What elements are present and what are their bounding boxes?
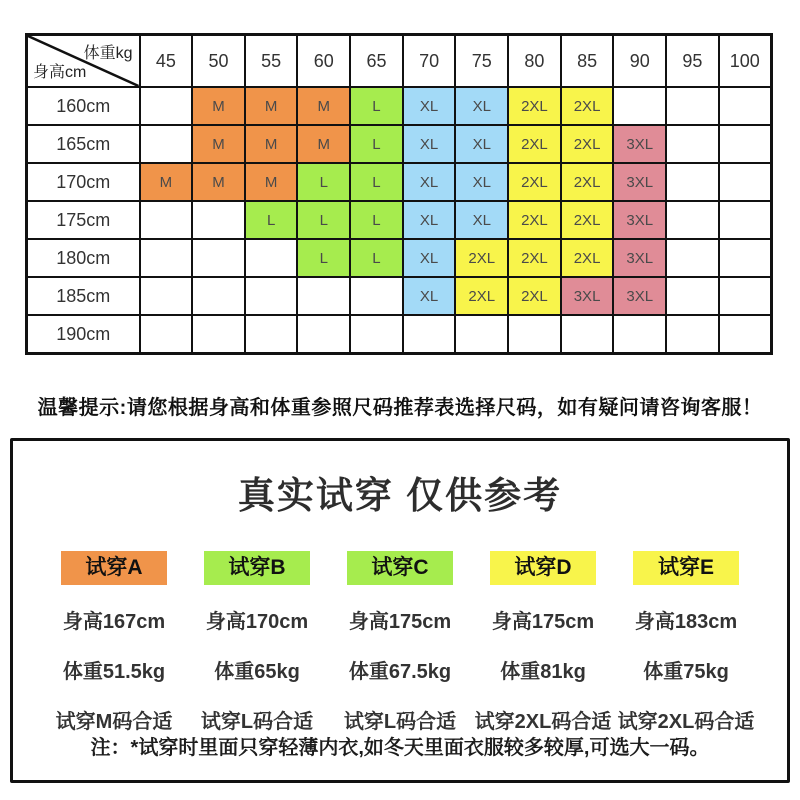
size-cell: XL xyxy=(403,87,456,125)
empty-cell xyxy=(613,87,666,125)
size-cell: XL xyxy=(455,201,508,239)
size-cell: 2XL xyxy=(508,87,561,125)
size-cell: M xyxy=(297,125,350,163)
size-cell: M xyxy=(192,163,245,201)
empty-cell xyxy=(719,87,772,125)
tryon-badge: 试穿B xyxy=(204,551,310,585)
empty-cell xyxy=(192,315,245,354)
size-cell: XL xyxy=(403,239,456,277)
tryon-fit-text: 试穿2XL码合适 xyxy=(474,711,612,733)
tryon-height-text: 身高183cm xyxy=(634,611,738,633)
tryon-fit-text: 试穿M码合适 xyxy=(55,711,173,733)
size-cell: M xyxy=(297,87,350,125)
tip-text: 温馨提示:请您根据身高和体重参照尺码推荐表选择尺码，如有疑问请咨询客服！ xyxy=(37,397,763,419)
tryon-title: 真实试穿 仅供参考 xyxy=(237,475,563,516)
size-cell: M xyxy=(140,163,193,201)
tryon-fit-text: 试穿L码合适 xyxy=(343,711,457,733)
empty-cell xyxy=(613,315,666,354)
size-cell: XL xyxy=(403,201,456,239)
height-label-cell: 160cm xyxy=(27,87,140,125)
weight-header-cell: 100 xyxy=(719,35,772,88)
weight-header-cell: 55 xyxy=(245,35,298,88)
empty-cell xyxy=(666,239,719,277)
height-label-cell: 180cm xyxy=(27,239,140,277)
weight-header-cell: 70 xyxy=(403,35,456,88)
empty-cell xyxy=(666,125,719,163)
size-cell: 2XL xyxy=(508,163,561,201)
table-row xyxy=(27,315,772,354)
tryon-column xyxy=(472,551,614,734)
weight-header-cell: 60 xyxy=(297,35,350,88)
height-label-cell: 175cm xyxy=(27,201,140,239)
weight-header-cell: 90 xyxy=(613,35,666,88)
size-cell: 3XL xyxy=(613,277,666,315)
tryon-models-row xyxy=(13,551,787,734)
size-cell: 2XL xyxy=(561,163,614,201)
table-row xyxy=(27,277,772,315)
empty-cell xyxy=(666,315,719,354)
empty-cell xyxy=(719,125,772,163)
size-cell: 2XL xyxy=(508,277,561,315)
size-cell: 2XL xyxy=(508,201,561,239)
empty-cell xyxy=(245,239,298,277)
empty-cell xyxy=(719,201,772,239)
tryon-column xyxy=(615,551,757,734)
empty-cell xyxy=(297,315,350,354)
corner-height-label: 身高cm xyxy=(33,64,87,81)
size-cell: L xyxy=(350,201,403,239)
tryon-note: 注：*试穿时里面只穿轻薄内衣,如冬天里面衣服较多较厚,可选大一码。 xyxy=(90,737,710,759)
empty-cell xyxy=(140,277,193,315)
size-cell: XL xyxy=(403,163,456,201)
tryon-height-text: 身高175cm xyxy=(348,611,452,633)
tryon-badge: 试穿E xyxy=(633,551,739,585)
corner-weight-label: 体重kg xyxy=(83,45,133,62)
tryon-weight-text: 体重51.5kg xyxy=(62,661,166,683)
tryon-weight-text: 体重81kg xyxy=(500,661,586,683)
size-cell: 2XL xyxy=(508,239,561,277)
empty-cell xyxy=(140,201,193,239)
empty-cell xyxy=(455,315,508,354)
size-cell: 3XL xyxy=(613,163,666,201)
size-cell: M xyxy=(245,163,298,201)
empty-cell xyxy=(508,315,561,354)
empty-cell xyxy=(719,163,772,201)
tryon-height-text: 身高175cm xyxy=(491,611,595,633)
empty-cell xyxy=(561,315,614,354)
weight-header-cell: 80 xyxy=(508,35,561,88)
size-cell: XL xyxy=(455,163,508,201)
empty-cell xyxy=(192,277,245,315)
empty-cell xyxy=(140,125,193,163)
size-cell: XL xyxy=(455,125,508,163)
tryon-section xyxy=(10,438,790,783)
size-recommendation-table xyxy=(25,33,773,355)
weight-header-cell: 65 xyxy=(350,35,403,88)
size-cell: L xyxy=(297,201,350,239)
weight-header-cell: 45 xyxy=(140,35,193,88)
tryon-column xyxy=(329,551,471,734)
tryon-weight-text: 体重75kg xyxy=(643,661,729,683)
tryon-fit-text: 试穿L码合适 xyxy=(200,711,314,733)
tryon-badge: 试穿D xyxy=(490,551,596,585)
size-cell: 2XL xyxy=(455,239,508,277)
size-cell: XL xyxy=(455,87,508,125)
size-cell: L xyxy=(245,201,298,239)
tryon-height-text: 身高167cm xyxy=(62,611,166,633)
empty-cell xyxy=(719,315,772,354)
empty-cell xyxy=(192,239,245,277)
table-row xyxy=(27,239,772,277)
height-label-cell: 170cm xyxy=(27,163,140,201)
size-cell: L xyxy=(297,163,350,201)
size-cell: 3XL xyxy=(613,201,666,239)
table-header-row xyxy=(27,35,772,88)
empty-cell xyxy=(350,277,403,315)
tryon-badge: 试穿A xyxy=(61,551,167,585)
size-cell: 3XL xyxy=(613,125,666,163)
weight-header-cell: 50 xyxy=(192,35,245,88)
table-row xyxy=(27,201,772,239)
size-cell: M xyxy=(192,87,245,125)
empty-cell xyxy=(719,239,772,277)
size-cell: 3XL xyxy=(613,239,666,277)
weight-header-cell: 85 xyxy=(561,35,614,88)
size-cell: 2XL xyxy=(561,201,614,239)
empty-cell xyxy=(245,315,298,354)
size-cell: L xyxy=(350,163,403,201)
height-label-cell: 165cm xyxy=(27,125,140,163)
empty-cell xyxy=(140,87,193,125)
tryon-column xyxy=(43,551,185,734)
size-cell: 2XL xyxy=(561,239,614,277)
empty-cell xyxy=(245,277,298,315)
table-row xyxy=(27,125,772,163)
size-cell: XL xyxy=(403,277,456,315)
empty-cell xyxy=(403,315,456,354)
table-row xyxy=(27,163,772,201)
tryon-weight-text: 体重65kg xyxy=(214,661,300,683)
size-cell: M xyxy=(245,87,298,125)
size-cell: L xyxy=(297,239,350,277)
tryon-badge: 试穿C xyxy=(347,551,453,585)
size-cell: 2XL xyxy=(561,87,614,125)
empty-cell xyxy=(719,277,772,315)
size-cell: L xyxy=(350,125,403,163)
empty-cell xyxy=(192,201,245,239)
tryon-fit-text: 试穿2XL码合适 xyxy=(617,711,755,733)
empty-cell xyxy=(666,277,719,315)
tryon-weight-text: 体重67.5kg xyxy=(348,661,452,683)
size-cell: 2XL xyxy=(508,125,561,163)
empty-cell xyxy=(666,201,719,239)
size-cell: L xyxy=(350,239,403,277)
tryon-height-text: 身高170cm xyxy=(205,611,309,633)
size-cell: 3XL xyxy=(561,277,614,315)
weight-header-cell: 95 xyxy=(666,35,719,88)
weight-header-cell: 75 xyxy=(455,35,508,88)
empty-cell xyxy=(666,87,719,125)
size-cell: 2XL xyxy=(455,277,508,315)
empty-cell xyxy=(140,315,193,354)
size-cell: XL xyxy=(403,125,456,163)
tryon-column xyxy=(186,551,328,734)
size-cell: M xyxy=(245,125,298,163)
empty-cell xyxy=(297,277,350,315)
size-cell: 2XL xyxy=(561,125,614,163)
empty-cell xyxy=(350,315,403,354)
empty-cell xyxy=(666,163,719,201)
size-cell: L xyxy=(350,87,403,125)
table-row xyxy=(27,87,772,125)
empty-cell xyxy=(140,239,193,277)
size-cell: M xyxy=(192,125,245,163)
corner-cell xyxy=(27,35,140,88)
height-label-cell: 190cm xyxy=(27,315,140,354)
height-label-cell: 185cm xyxy=(27,277,140,315)
